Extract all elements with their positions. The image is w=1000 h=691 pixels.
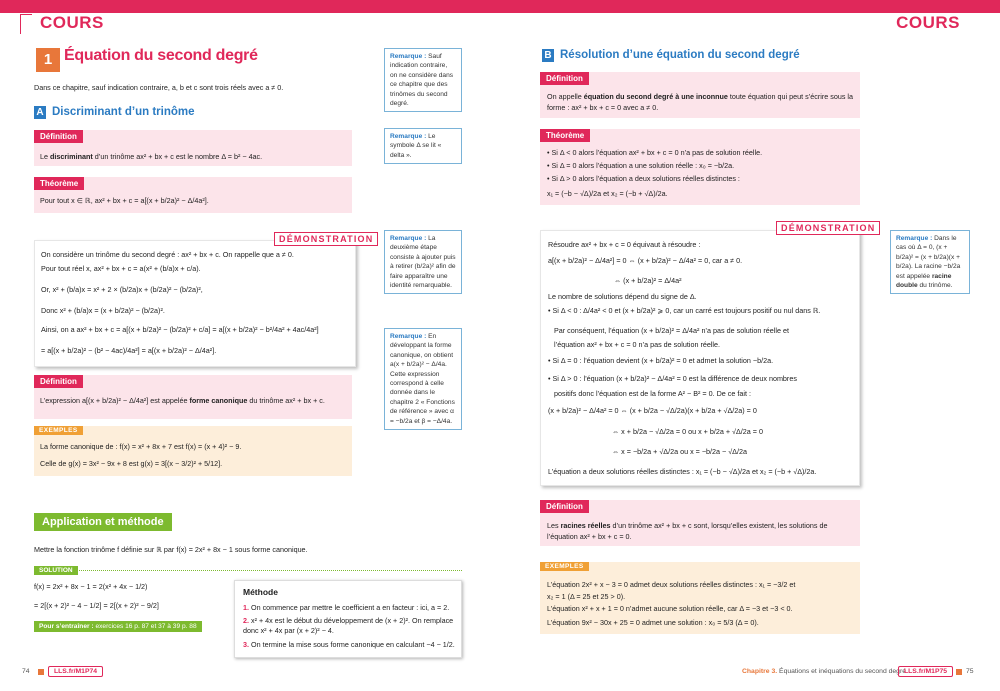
subsection-letter-b: B <box>542 49 554 62</box>
subsection-title-b: Résolution d’une équation du second degré <box>560 49 800 61</box>
section-number: 1 <box>36 48 60 72</box>
solution-divider <box>74 570 462 571</box>
theorem-line: • Si Δ = 0 alors l’équation a une solution réelle : x₀ = −b/2a. <box>547 161 735 170</box>
demo-line: Or, x² + (b/a)x = x² + 2 × (b/2a)x + (b/2a)² − (b/2a)², <box>41 285 203 294</box>
demo-line: On considère un trinôme du second degré : ax² + bx + c. On rappelle que a ≠ 0. <box>41 250 294 259</box>
demo-line: Par conséquent, l’équation (x + b/2a)² = Δ/4a² n’a pas de solution réelle et <box>554 326 789 335</box>
demo-line: l’équation ax² + bx + c = 0 n’a pas de solution réelle. <box>554 340 721 349</box>
example-line: x₂ = 1 (Δ = 25 et 25 > 0). <box>547 592 626 601</box>
cours-label-left: COURS <box>34 13 110 33</box>
top-band <box>0 0 1000 13</box>
theorem-line: • Si Δ > 0 alors l’équation a deux solutions réelles distinctes : <box>547 174 740 183</box>
demo-line: Ainsi, on a ax² + bx + c = a[(x + b/2a)² − (b/2a)² + c/a] = a[(x + b/2a)² − b²/4a² + 4ac/4a²] <box>41 325 319 334</box>
application-title: Application et méthode <box>34 513 172 531</box>
cours-label-right: COURS <box>890 13 966 33</box>
demo-line: ⇔ x + b/2a − √Δ/2a = 0 ou x + b/2a + √Δ/2a = 0 <box>612 427 763 436</box>
remark-1: Remarque : Sauf indication contraire, on ne considère dans ce chapitre que des trinômes du second degré. <box>384 48 462 112</box>
subsection-title-a: Discriminant d’un trinôme <box>52 106 195 118</box>
demo-tag-right: DÉMONSTRATION <box>776 221 880 235</box>
example-line: Celle de g(x) = 3x² − 9x + 8 est g(x) = 3[(x − 3/2)² + 5/12]. <box>40 459 223 468</box>
demo-line: positifs donc l’équation est de la forme A² − B² = 0. De ce fait : <box>554 389 751 398</box>
theorem-line: x₁ = (−b − √Δ)/2a et x₂ = (−b + √Δ)/2a. <box>547 189 668 198</box>
footer-marker-right <box>956 669 962 675</box>
theorem-tag-right: Théorème <box>540 129 590 142</box>
footer-marker-left <box>38 669 44 675</box>
theorem-text: Pour tout x ∈ ℝ, ax² + bx + c = a[(x + b/2a)² − Δ/4a²]. <box>40 196 209 205</box>
header-rule-left <box>20 14 32 34</box>
definition-tag-1: Définition <box>34 130 83 143</box>
section-title: Équation du second degré <box>64 47 258 64</box>
solution-tag: SOLUTION <box>34 566 78 575</box>
chapter-footer: Chapitre 3. Équations et inéquations du second degré <box>742 668 907 675</box>
demo-line: Pour tout réel x, ax² + bx + c = a(x² + (b/a)x + c/a). <box>41 264 201 273</box>
example-line: L’équation x² + x + 1 = 0 n’admet aucune solution réelle, car Δ = −3 et −3 < 0. <box>547 604 793 613</box>
definition-text-right-1: On appelle équation du second degré à une inconnue toute équation qui peut s’écrire sous la forme : ax² + bx + c = 0 avec a ≠ 0. <box>547 92 853 112</box>
theorem-line: • Si Δ < 0 alors l’équation ax² + bx + c = 0 n’a pas de solution réelle. <box>547 148 763 157</box>
demo-line: (x + b/2a)² − Δ/4a² = 0 ⇔ (x + b/2a − √Δ/2a)(x + b/2a + √Δ/2a) = 0 <box>548 406 757 415</box>
example-line: La forme canonique de : f(x) = x² + 8x + 7 est f(x) = (x + 4)² − 9. <box>40 442 242 451</box>
theorem-tag: Théorème <box>34 177 84 190</box>
examples-tag-right: EXEMPLES <box>540 562 589 571</box>
demo-line: • Si Δ = 0 : l’équation devient (x + b/2a)² = 0 et admet la solution −b/2a. <box>548 356 774 365</box>
demo-line: ⇔ (x + b/2a)² = Δ/4a² <box>614 276 682 285</box>
application-statement: Mettre la fonction trinôme f définie sur ℝ par f(x) = 2x² + 8x − 1 sous forme canonique. <box>34 545 308 554</box>
solution-line: = 2[(x + 2)² − 4 − 1/2] = 2[(x + 2)² − 9/2] <box>34 601 159 610</box>
page-number-left: 74 <box>22 668 30 675</box>
demo-tag-left: DÉMONSTRATION <box>274 232 378 246</box>
demo-line: a[(x + b/2a)² − Δ/4a²] = 0 ⇔ (x + b/2a)² − Δ/4a² = 0, car a ≠ 0. <box>548 256 743 265</box>
solution-line: f(x) = 2x² + 8x − 1 = 2(x² + 4x − 1/2) <box>34 582 148 591</box>
demo-line: L’équation a deux solutions réelles distinctes : x₁ = (−b − √Δ)/2a et x₂ = (−b + √Δ)/2a. <box>548 467 817 476</box>
example-line: L’équation 2x² + x − 3 = 0 admet deux solutions réelles distinctes : x₁ = −3/2 et <box>547 580 796 589</box>
definition-text-1: Le discriminant d’un trinôme ax² + bx + c est le nombre Δ = b² − 4ac. <box>40 152 263 161</box>
footer-link-left[interactable]: LLS.fr/M1P74 <box>48 666 103 677</box>
methode-step: 1. On commence par mettre le coefficient a en facteur : ici, a = 2. <box>243 603 450 612</box>
definition-text-2: L’expression a[(x + b/2a)² − Δ/4a²] est appelée forme canonique du trinôme ax² + bx + c. <box>40 396 325 405</box>
definition-tag-2: Définition <box>34 375 83 388</box>
footer-link-right[interactable]: LLS.fr/M1P75 <box>898 666 953 677</box>
demo-line: • Si Δ > 0 : l’équation (x + b/2a)² − Δ/4a² = 0 est la différence de deux nombres <box>548 374 797 383</box>
remark-3: Remarque : La deuxième étape consiste à ajouter puis à retirer (b/2a)² afin de faire apparaître une identité remarquable. <box>384 230 462 294</box>
methode-step: 2. x² + 4x est le début du développement de (x + 2)². On remplace donc x² + 4x par (x + 2)² − 4. <box>243 616 454 635</box>
demo-line: = a[(x + b/2a)² − (b² − 4ac)/4a²] = a[(x + b/2a)² − Δ/4a²]. <box>41 346 217 355</box>
subsection-letter-a: A <box>34 106 46 119</box>
demo-line: • Si Δ < 0 : Δ/4a² < 0 et (x + b/2a)² ⩾ 0, car un carré est toujours positif ou nul dans ℝ. <box>548 306 821 315</box>
remark-2: Remarque : Le symbole Δ se lit « delta ». <box>384 128 462 164</box>
intro-text: Dans ce chapitre, sauf indication contraire, a, b et c sont trois réels avec a ≠ 0. <box>34 83 284 92</box>
example-line: L’équation 9x² − 30x + 25 = 0 admet une solution : x₀ = 5/3 (Δ = 0). <box>547 618 759 627</box>
demo-line: Résoudre ax² + bx + c = 0 équivaut à résoudre : <box>548 240 701 249</box>
methode-title: Méthode <box>243 587 278 597</box>
train-exercises: Pour s’entraîner : exercices 16 p. 87 et 37 à 39 p. 88 <box>34 621 202 632</box>
definition-text-right-2: Les racines réelles d’un trinôme ax² + bx + c sont, lorsqu’elles existent, les solutions de l’équation ax² + bx + c = 0. <box>547 521 828 541</box>
definition-tag-right-1: Définition <box>540 72 589 85</box>
methode-step: 3. On termine la mise sous forme canonique en calculant −4 − 1/2. <box>243 640 455 649</box>
demo-line: ⇔ x = −b/2a + √Δ/2a ou x = −b/2a − √Δ/2a <box>612 447 747 456</box>
definition-tag-right-2: Définition <box>540 500 589 513</box>
demo-line: Donc x² + (b/a)x = (x + b/2a)² − (b/2a)². <box>41 306 165 315</box>
remark-right: Remarque : Dans le cas où Δ = 0, (x + b/2a)² = (x + b/2a)(x + b/2a). La racine −b/2a est appelée racine double du trinôme. <box>890 230 970 294</box>
page-number-right: 75 <box>966 668 974 675</box>
demo-line: Le nombre de solutions dépend du signe de Δ. <box>548 292 697 301</box>
examples-tag-left: EXEMPLES <box>34 426 83 435</box>
remark-4: Remarque : En développant la forme canonique, on obtient a(x + b/2a)² − Δ/4a. Cette expression correspond à celle donnée dans le chapitre 2 « Fonctions de référence » avec α = −b/2a et β = −Δ/4a. <box>384 328 462 430</box>
